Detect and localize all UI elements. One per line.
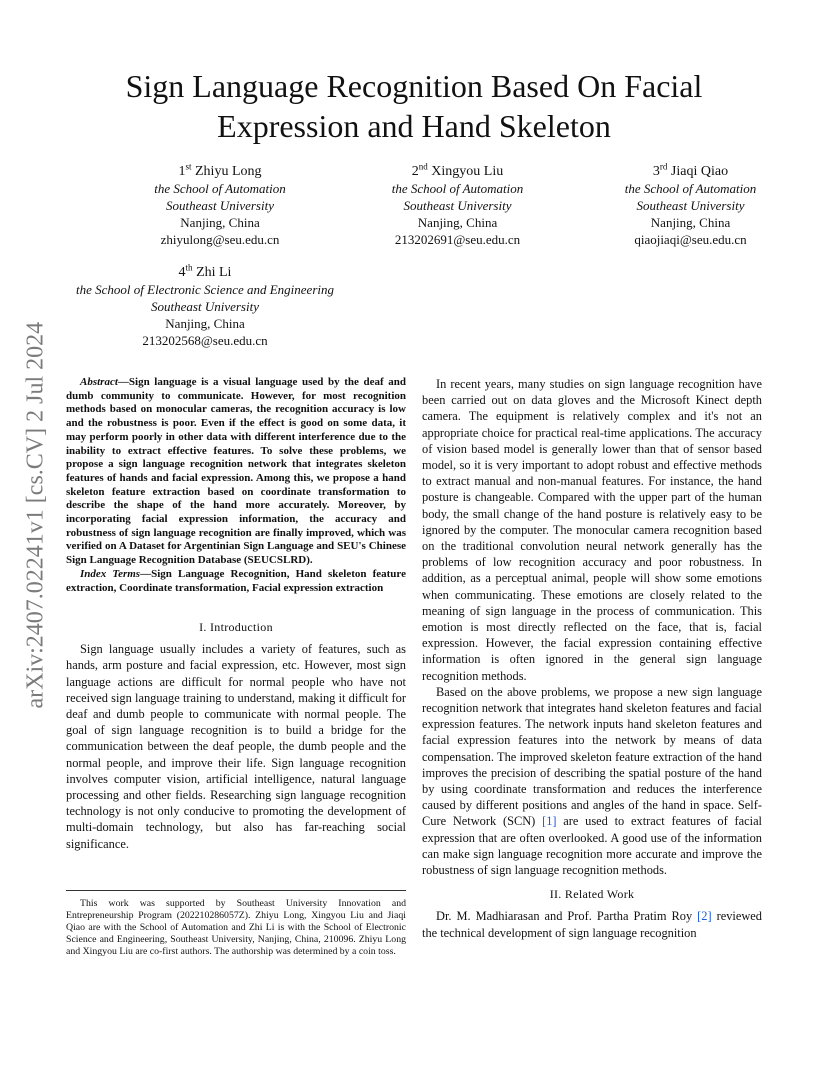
author-block-4: 4th Zhi Li the School of Electronic Science and Engineering Southeast University Nanjing, China 213202568@seu.edu.cn — [50, 264, 360, 349]
abstract-label: Abstract — [80, 376, 118, 388]
right-paragraph-3: Dr. M. Madhiarasan and Prof. Partha Pratim Roy [2] reviewed the technical development of sign language recognition — [422, 909, 762, 940]
right-paragraph-2: Based on the above problems, we propose a new sign language recognition network that integrates hand skeleton features and facial expression features. The network inputs hand skeleton features and facial expression features into the network by means of data compensation. The improved skeleton feature extraction of the hand improves the precision of describing the spatial posture of the hand by using coordinate transformation and reduces the interference caused by different positions and angles of the hand in space. Self-Cure Network (SCN) [1] are used to extract features of facial expression that are often overlooked. A good use of the information can make sign language recognition more accurate and improve the robustness of sign language recognition methods. — [422, 684, 763, 878]
section-heading-introduction: I. Introduction — [199, 620, 273, 635]
author-block-1: 1st Zhiyu Long the School of Automation Southeast University Nanjing, China zhiyulong@seu.edu.cn — [110, 163, 330, 248]
title-line-2: Expression and Hand Skeleton — [217, 108, 611, 144]
index-terms-label: Index Terms — [80, 567, 141, 580]
author-block-3: 3rd Jiaqi Qiao the School of Automation Southeast University Nanjing, China qiaojiaqi@seu.edu.cn — [578, 163, 803, 248]
author-email: 213202691@seu.edu.cn — [394, 232, 521, 247]
author-name: Jiaqi Qiao — [670, 164, 729, 179]
intro-paragraph-1: Sign language usually includes a variety of features, such as hands, arm posture and facial expression, etc. However, most sign language actions are difficult for normal people who have not received sign language training to understand, making it difficult for deaf and dumb people to communicate with normal people. The goal of sign language recognition is to build a bridge for the communication between the deaf people, the dumb people and the normal people, and improve their life. Sign language recognition involves computer vision, artificial intelligence, natural language processing and other fields. Researching sign language recognition technology is not only conducive to promoting the development of multi-domain technology, but also has far-reaching social significance. — [66, 642, 406, 851]
author-block-2: 2nd Xingyou Liu the School of Automation Southeast University Nanjing, China 213202691@seu.edu.cn — [345, 163, 570, 248]
footnote: This work was supported by Southeast University Innovation and Entrepreneurship Program (202210286057Z). Zhiyu Long, Xingyou Liu and Jiaqi Qiao are with the School of Automation and Zhi Li is with the School of Electronic Science and Engineering, Southeast University, Nanjing, China, 210096. Zhiyu Long and Xingyou Liu are co-first authors. The authorship was determined by a coin toss. — [66, 898, 406, 957]
author-name: Zhiyu Long — [195, 164, 262, 179]
citation-link-2[interactable]: [2] — [697, 909, 712, 924]
title-line-1: Sign Language Recognition Based On Facial — [125, 68, 703, 104]
index-terms: Index Terms—Sign Language Recognition, Hand skeleton feature extraction, Coordinate transformation, Facial expression extraction — [66, 567, 406, 594]
section-heading-related-work: II. Related Work — [549, 887, 635, 902]
right-column — [422, 376, 762, 941]
author-email: 213202568@seu.edu.cn — [142, 333, 268, 348]
author-name: Xingyou Liu — [431, 164, 504, 179]
right-paragraph-1: In recent years, many studies on sign language recognition have been carried out on data gloves and the Microsoft Kinect depth camera. The equipment is relatively complex and it's not an appropriate choice for practical real-time applications. The accuracy of vision based model is generally lower than that of sensor based model, so it is very important to adopt robust and effective methods to extract manual and non-manual features. For instance, the hand posture is changeable. Compared with the upper part of the human body, the small change of the hand posture is relatively easy to be ignored by the computer. The monocular camera recognition based on the traditional convolution neural network generally has the problems of low recognition accuracy and poor robustness. In addition, as a perceptual animal, people will show some emotions when communicating. These emotions are closely related to the meaning of sign language in the process of communication. This emotion is most directly reflected on the face, that is, facial expression. However, the facial expression containing effective information is often ignored in the general sign language recognition methods. — [422, 377, 762, 683]
arxiv-identifier: arXiv:2407.02241v1 [cs.CV] 2 Jul 2024 — [22, 321, 49, 709]
author-email: qiaojiaqi@seu.edu.cn — [634, 232, 747, 247]
footnote-rule — [66, 890, 406, 891]
citation-link-1[interactable]: [1] — [542, 814, 557, 829]
author-name: Zhi Li — [196, 265, 232, 280]
paper-title — [0, 66, 828, 146]
left-column — [66, 376, 406, 852]
abstract: Abstract—Sign language is a visual language used by the deaf and dumb community to communicate. However, for most recognition methods based on monocular cameras, the recognition accuracy is low and the robustness is poor. Even if the effect is good on some data, it may perform poorly in other data with different interference due to the inability to extract effective features. To solve these problems, we propose a sign language recognition network that integrates skeleton features of hands and facial expression. Among this, we propose a hand skeleton feature extraction based on coordinate transformation to describe the shape of the hand more accurately. Moreover, by incorporating facial expression information, the accuracy and robustness of sign language recognition are finally improved, which was verified on A Dataset for Argentinian Sign Language and SEU's Chinese Sign Language Recognition Database (SEUCSLRD). — [66, 376, 406, 567]
author-email: zhiyulong@seu.edu.cn — [160, 232, 280, 247]
